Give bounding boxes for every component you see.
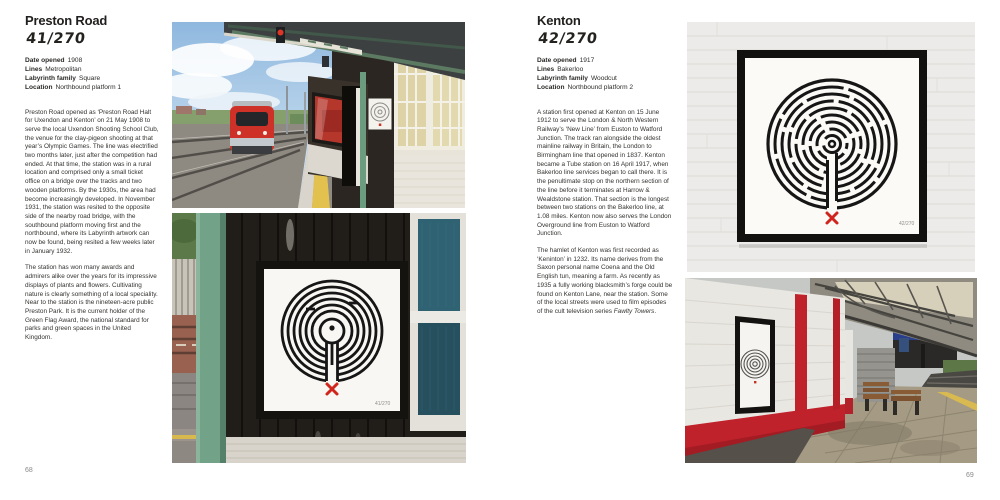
green-post	[360, 72, 366, 208]
metadata-row	[25, 57, 159, 66]
edition-number: 41/270	[25, 30, 87, 47]
metadata-value: Northbound platform 1	[55, 83, 122, 91]
photo-kenton-artwork-illustration	[687, 22, 975, 272]
body-paragraph	[537, 247, 673, 317]
body-paragraph: The station has won many awards and admirers alike over the years for its impressive displays of plants and flowers. Cultivating nature is clearly something of a local speciality. Near to the station is the nineteen-acre public Preston Park. It is the current holder of the Green Flag Award, the national standard for parks and green spaces in the United Kingdom.	[25, 264, 158, 342]
metadata-label: Labyrinth family	[25, 74, 76, 82]
photo-preston-road-platform	[172, 22, 465, 208]
metadata-label: Lines	[25, 65, 43, 73]
kiosk	[308, 76, 368, 186]
metadata-value: Bakerloo	[557, 65, 584, 73]
metadata-label: Labyrinth family	[537, 74, 588, 82]
metadata-label: Location	[25, 83, 53, 91]
train	[230, 101, 274, 154]
right-text-column	[537, 14, 673, 317]
green-post-highlight	[196, 213, 200, 463]
metadata-list	[537, 57, 673, 93]
labyrinth-artwork-small	[735, 316, 775, 414]
metadata-label: Lines	[537, 65, 555, 73]
green-post-shadow	[220, 213, 226, 463]
metadata-row	[537, 84, 673, 93]
page-number: 68	[25, 467, 33, 474]
metadata-label: Location	[537, 83, 565, 91]
photo-kenton-artwork	[687, 22, 975, 272]
station-title-kenton: Kenton	[537, 13, 581, 28]
labyrinth-artwork	[737, 50, 927, 248]
body-paragraph: A station first opened at Kenton on 15 June 1912 to serve the London & North Western Railway’s ‘New Line’ from Euston to Watford Junction. The track ran alongside the oldest mainline railway in Britain, the London to Birmingham line that opened in 1837. Kenton became a Tube station on 16 April 1917, when Bakerloo line services began to call there. It is the penultimate stop on the northern section of the line before it terminates at Harrow & Wealdstone station. That section is the longest between two stations on the Bakerloo line, at 1.08 miles. Kenton now also serves the London Overground line from Euston to Watford Junction.	[537, 108, 672, 238]
metadata-value: Square	[78, 74, 101, 82]
body-text	[537, 109, 673, 317]
photo-preston-road-platform-illustration	[172, 22, 465, 208]
body-text	[25, 109, 159, 343]
body-paragraph: Preston Road opened as ‘Preston Road Halt for Uxendon and Kenton’ on 21 May 1908 to serve the local Uxendon Shooting School Club, the venue for the clay-pigeon shooting at that year’s Olympic Games. The line was electrified two months later, just after the competition had ended. At that time, the station was in a rural location and comprised only a small ticket office on a bridge over the tracks and two wooden platforms. By the 1930s, the area had become increasingly developed. In November 1931, the station was resited to the opposite side of the nearby road bridge, with the southbound platform moving first and the northbound, where its Labyrinth artwork can now be found, being resited a few weeks later in January 1932.	[25, 108, 159, 255]
metadata-value: 1917	[579, 56, 595, 64]
paragraph-text: The hamlet of Kenton was first recorded as ‘Keninton’ in 1232. Its name derives from the Saxon personal name Coena and the Old English tun, meaning a farm. As recently as 1935 a fully working blacksmith’s forge could be found on Kenton Lane, near the station. Some of the local streets were used to film episodes of the cult television series	[537, 247, 673, 315]
artwork-inscription: 42/270	[899, 221, 915, 227]
photo-preston-road-artwork	[172, 213, 466, 463]
metadata-row	[537, 57, 673, 66]
metadata-value: Metropolitan	[45, 65, 82, 73]
metadata-row	[537, 66, 673, 75]
station-title-preston-road: Preston Road	[25, 13, 108, 28]
white-brick-base	[224, 437, 466, 463]
metadata-row	[537, 75, 673, 84]
paragraph-text: .	[654, 307, 657, 315]
labyrinth-panel-small	[368, 98, 392, 130]
metadata-value: Woodcut	[590, 74, 617, 82]
metadata-label: Date opened	[25, 56, 65, 64]
left-text-column	[25, 14, 159, 343]
italic-title: Fawlty Towers	[613, 307, 655, 315]
metadata-row	[25, 66, 159, 75]
photo-preston-road-artwork-illustration	[172, 213, 466, 463]
metadata-row	[25, 84, 159, 93]
metadata-label: Date opened	[537, 56, 577, 64]
metadata-list	[25, 57, 159, 93]
metadata-value: 1908	[67, 56, 83, 64]
metadata-value: Northbound platform 2	[567, 83, 634, 91]
photo-kenton-platform	[685, 278, 977, 463]
page-number: 69	[966, 472, 974, 479]
labyrinth-artwork	[256, 261, 408, 419]
edition-number: 42/270	[537, 30, 599, 47]
photo-kenton-platform-illustration	[685, 278, 977, 463]
artwork-inscription: 41/270	[375, 401, 391, 407]
metadata-row	[25, 75, 159, 84]
window	[410, 213, 466, 431]
